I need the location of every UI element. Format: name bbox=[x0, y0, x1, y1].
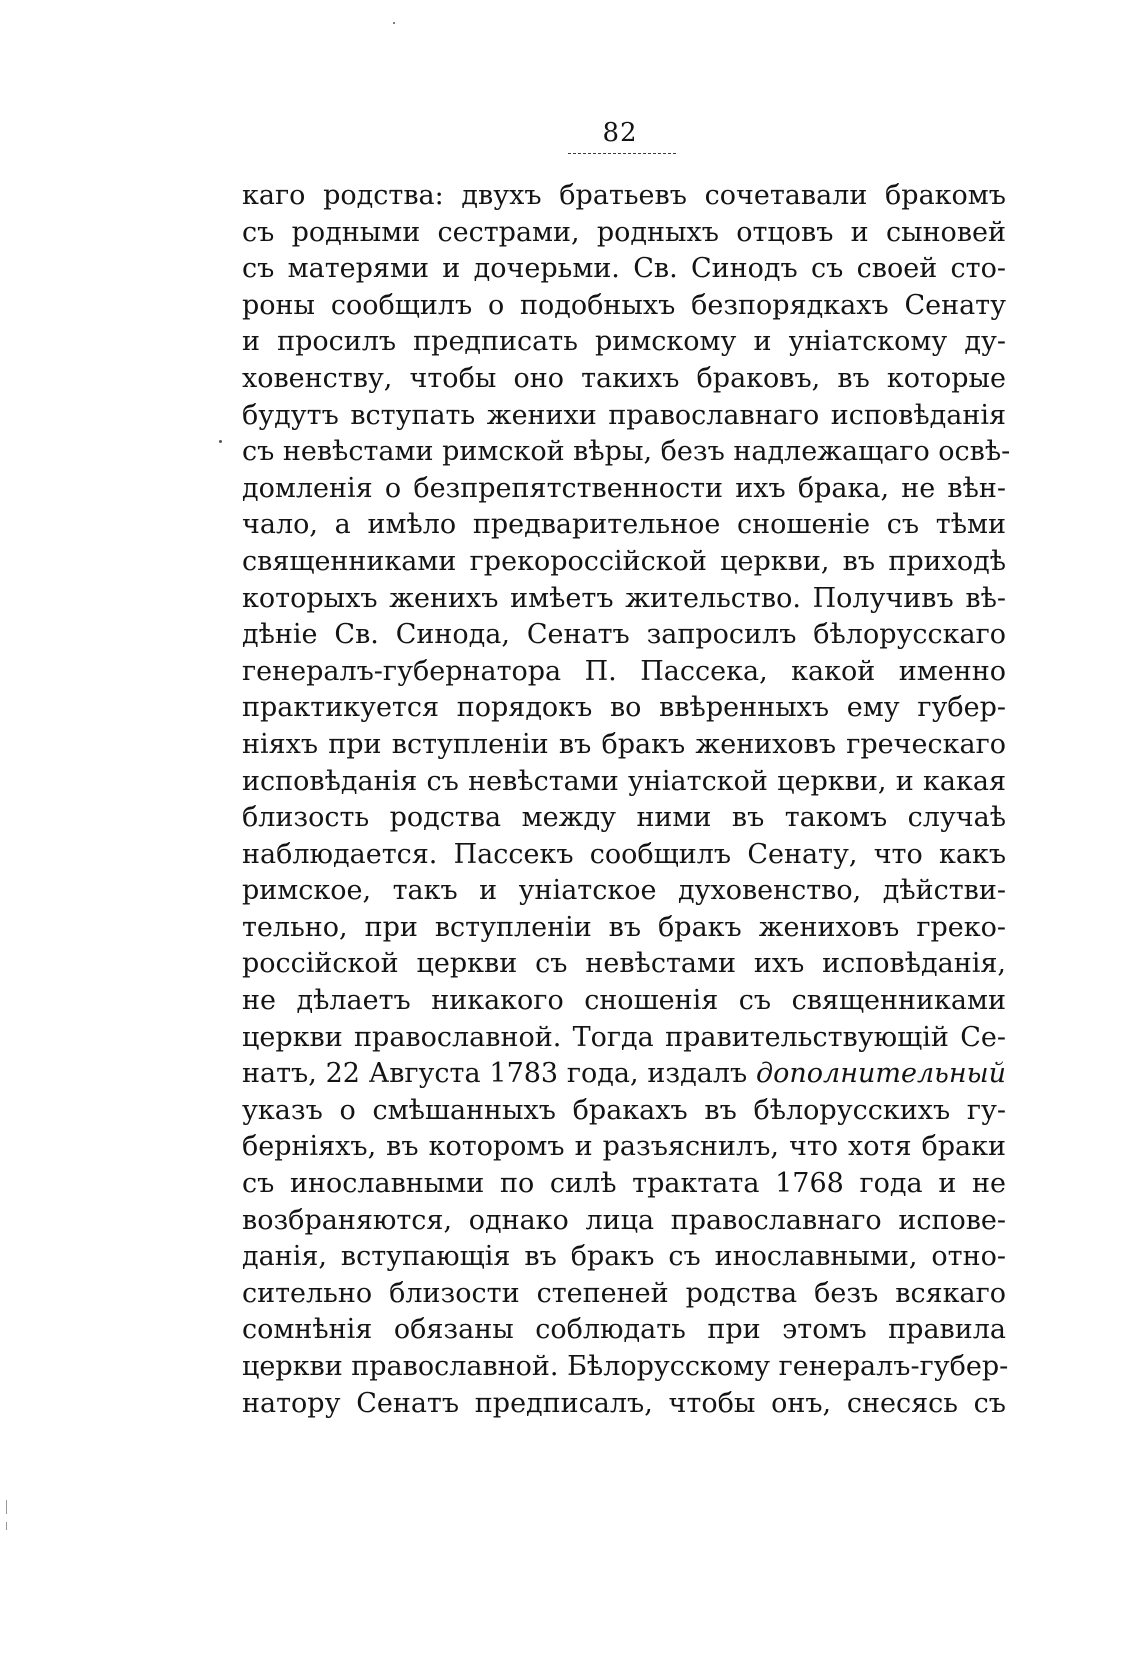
scan-speck bbox=[393, 22, 395, 24]
scan-speck bbox=[219, 440, 222, 443]
text-line: не дѣлаетъ никакого сношенія съ священниками bbox=[242, 985, 1006, 1017]
text-line: съ родными сестрами, родныхъ отцовъ и сыновей bbox=[242, 216, 1006, 248]
body-text bbox=[242, 178, 1011, 1422]
text-line: съ невѣстами римской вѣры, безъ надлежащаго освѣ- bbox=[242, 436, 1011, 468]
text-line: чало, а имѣло предварительное сношеніе съ тѣми bbox=[242, 509, 1006, 541]
text-line: возбраняются, однако лица православнаго испове- bbox=[242, 1204, 1006, 1236]
text-line: съ матерями и дочерьми. Св. Синодъ съ своей сто- bbox=[242, 253, 1006, 285]
text-line: ніяхъ при вступленіи въ бракъ жениховъ греческаго bbox=[242, 728, 1006, 760]
text-line: сительно близости степеней родства безъ всякаго bbox=[242, 1277, 1006, 1309]
text-line: практикуется порядокъ во ввѣренныхъ ему губер- bbox=[242, 692, 1006, 724]
scan-margin-mark bbox=[6, 1500, 7, 1514]
text-line: церкви православной. Бѣлорусскому генералъ-губер- bbox=[242, 1351, 1009, 1382]
text-line: съ инославными по силѣ трактата 1768 года и не bbox=[242, 1168, 1006, 1200]
text-line-with-italic bbox=[242, 1056, 1006, 1093]
text-line: берніяхъ, въ которомъ и разъяснилъ, что хотя браки bbox=[242, 1131, 1006, 1163]
text-line: роны сообщилъ о подобныхъ безпорядкахъ Сенату bbox=[242, 289, 1006, 321]
page-number: 82 bbox=[602, 118, 638, 148]
text-line: россійской церкви съ невѣстами ихъ исповѣданія, bbox=[242, 948, 1006, 980]
text-line: дѣніе Св. Синода, Сенатъ запросилъ бѣлорусскаго bbox=[242, 619, 1006, 651]
text-segment: натъ, 22 Августа 1783 года, издалъ bbox=[242, 1058, 756, 1090]
text-line: домленія о безпрепятственности ихъ брака, не вѣн- bbox=[242, 472, 1006, 504]
text-line: церкви православной. Тогда правительствующій Се- bbox=[242, 1021, 1006, 1053]
text-line: указъ о смѣшанныхъ бракахъ въ бѣлорусскихъ гу- bbox=[242, 1094, 1006, 1126]
text-line: будутъ вступать женихи православнаго исповѣданія bbox=[242, 399, 1006, 431]
text-line: священниками грекороссійской церкви, въ приходѣ bbox=[242, 545, 1006, 577]
page-number-rule bbox=[568, 153, 676, 154]
text-line: натору Сенатъ предписалъ, чтобы онъ, снесясь съ bbox=[242, 1387, 1006, 1419]
text-line: каго родства: двухъ братьевъ сочетавали бракомъ bbox=[242, 180, 1006, 211]
text-line: близость родства между ними въ такомъ случаѣ bbox=[242, 802, 1006, 834]
text-line: и просилъ предписать римскому и уніатскому ду- bbox=[242, 326, 1006, 358]
text-line: наблюдается. Пассекъ сообщилъ Сенату, что какъ bbox=[242, 838, 1006, 870]
text-line: генералъ-губернатора П. Пассека, какой именно bbox=[242, 655, 1006, 687]
italic-word: дополнительный bbox=[755, 1058, 1006, 1090]
text-line: ховенству, чтобы оно такихъ браковъ, въ которые bbox=[242, 362, 1006, 394]
text-line: исповѣданія съ невѣстами уніатской церкви, и какая bbox=[242, 765, 1006, 797]
text-line: римское, такъ и уніатское духовенство, дѣйстви- bbox=[242, 875, 1006, 907]
text-line: сомнѣнія обязаны соблюдать при этомъ правила bbox=[242, 1314, 1006, 1346]
text-line: которыхъ женихъ имѣетъ жительство. Получивъ вѣ- bbox=[242, 582, 1006, 614]
scan-margin-mark bbox=[6, 1522, 7, 1530]
text-line: тельно, при вступленіи въ бракъ жениховъ греко- bbox=[242, 911, 1006, 943]
text-line: данія, вступающія въ бракъ съ инославными, отно- bbox=[242, 1241, 1006, 1273]
